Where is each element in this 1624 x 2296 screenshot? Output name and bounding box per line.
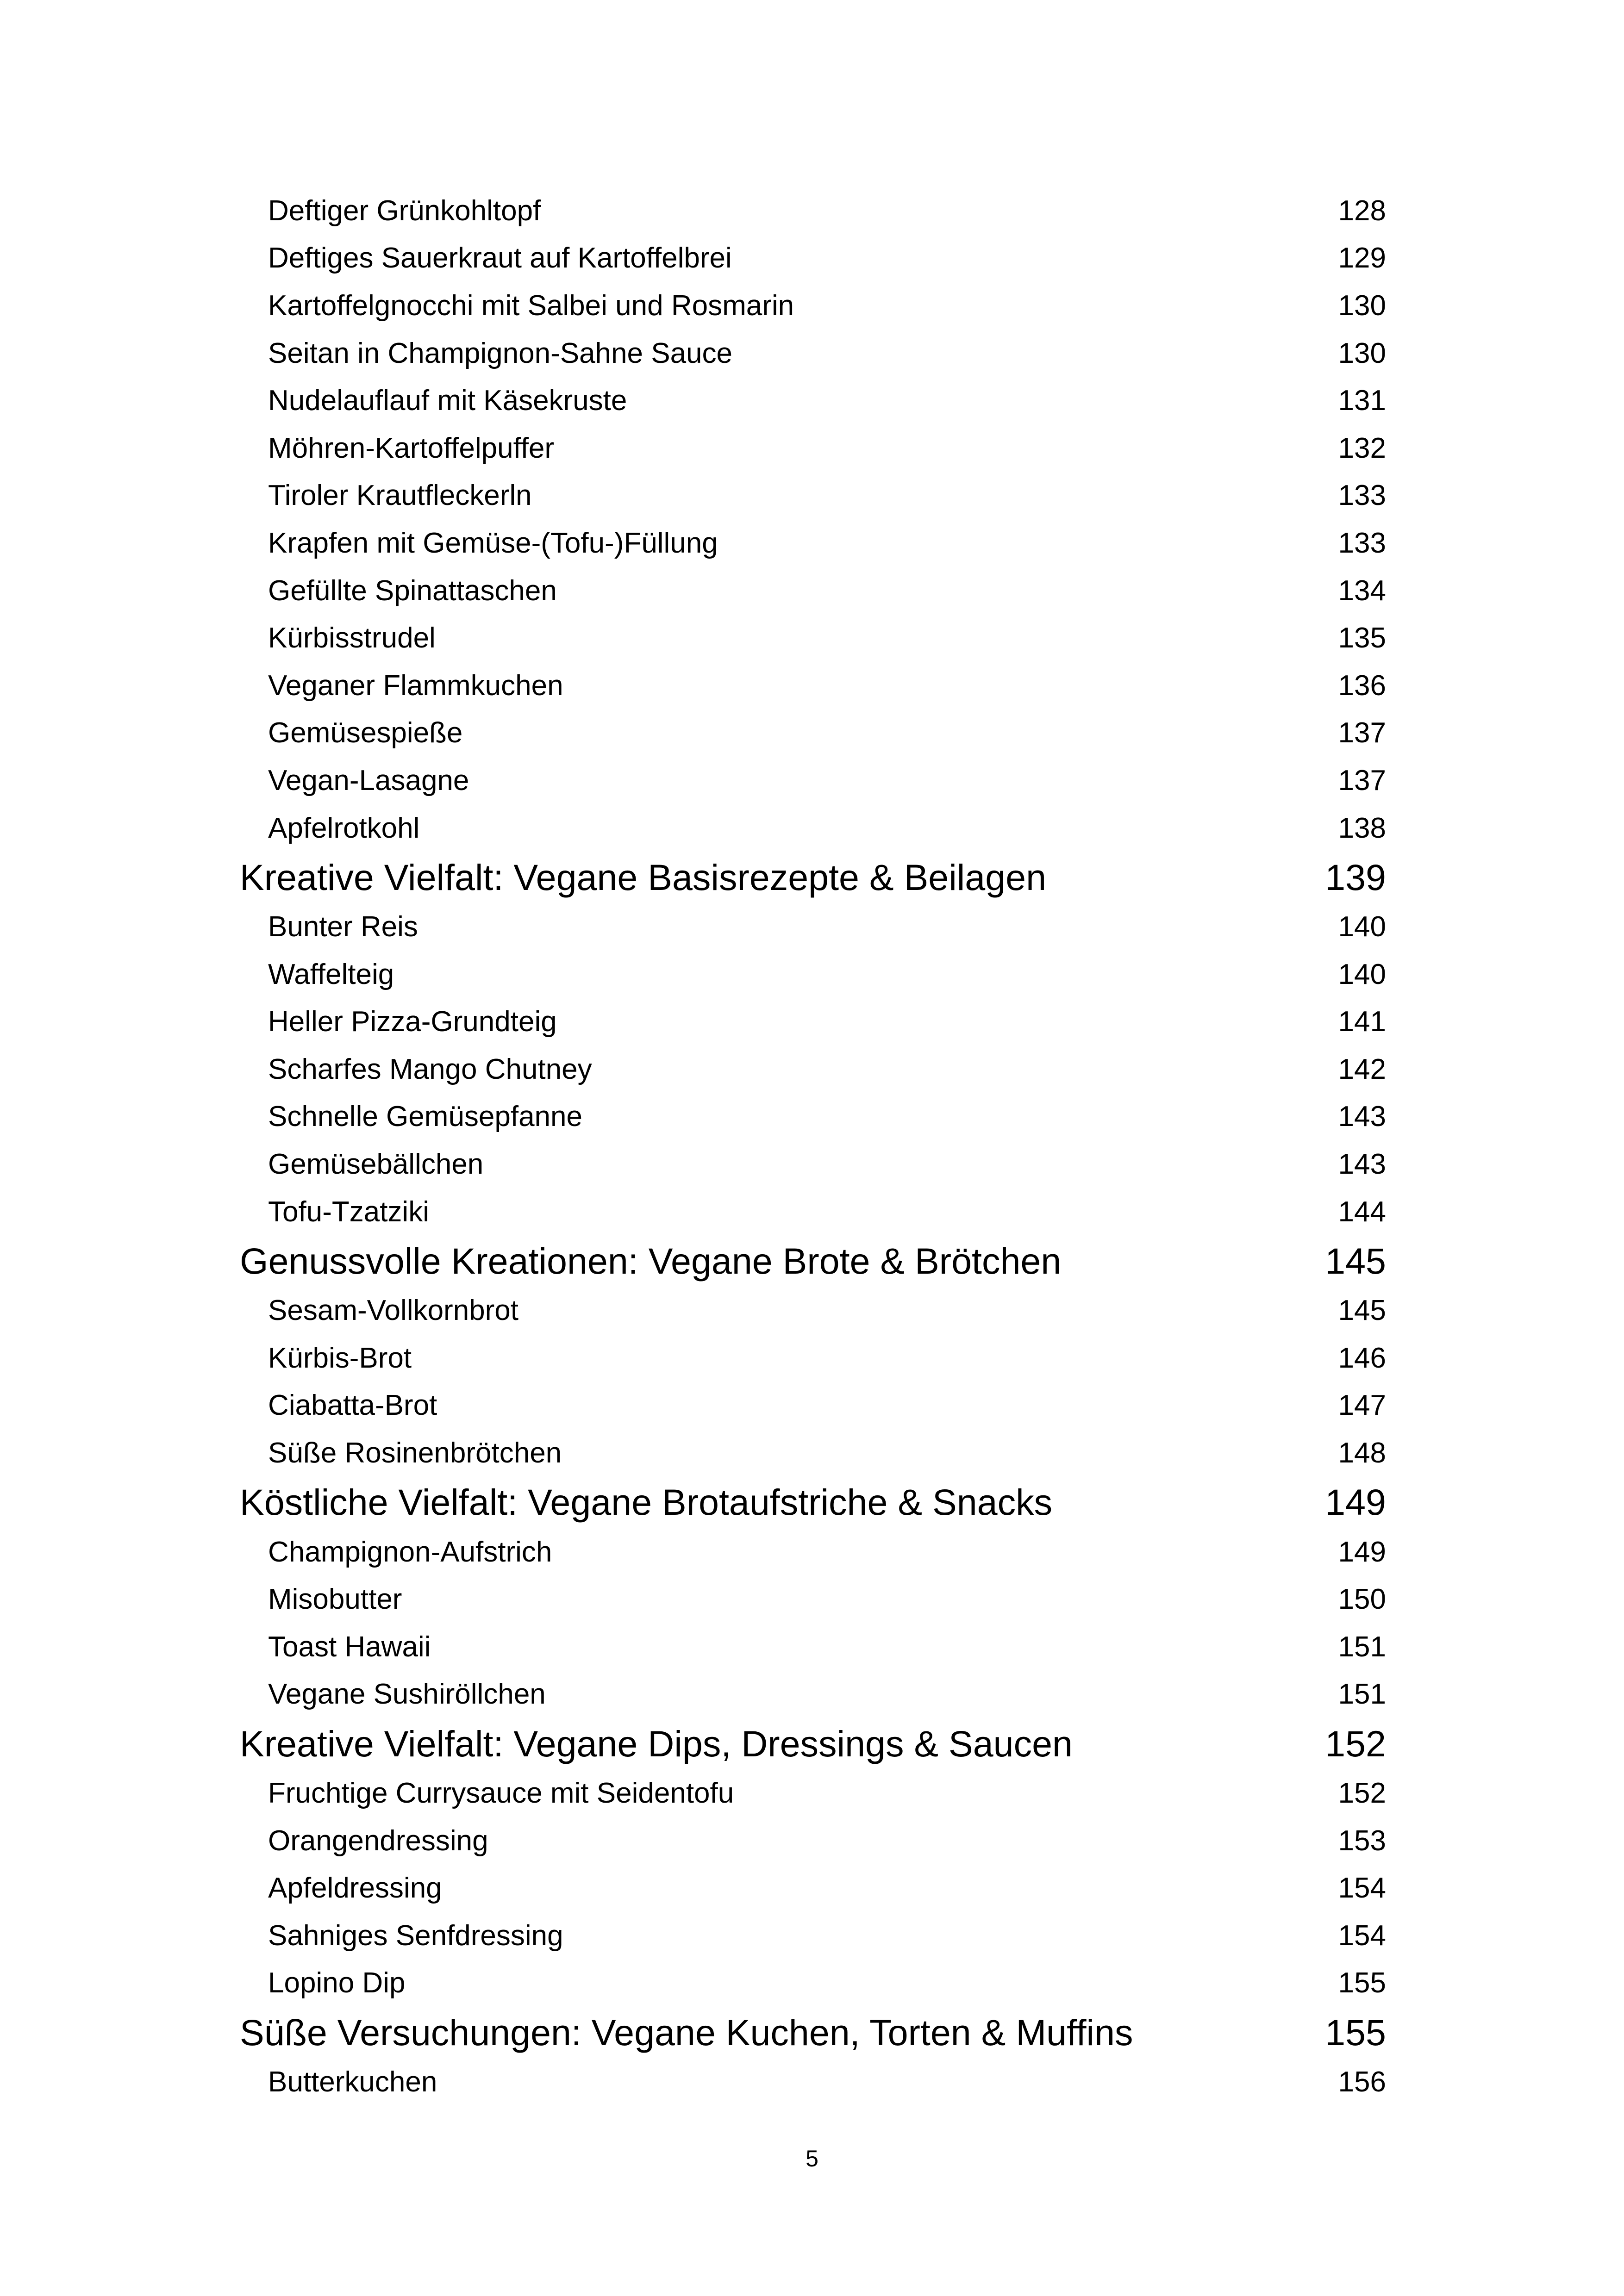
toc-recipe-entry[interactable] [0,282,1624,330]
toc-entry-title: Tofu-Tzatziki [268,1195,429,1228]
toc-recipe-entry[interactable] [0,1429,1624,1477]
toc-entry-title: Heller Pizza-Grundteig [268,1006,557,1038]
toc-entry-page-number: 155 [1325,2011,1386,2053]
toc-recipe-entry[interactable] [0,614,1624,662]
toc-entry-page-number: 151 [1338,1630,1386,1663]
toc-entry-title: Gemüsebällchen [268,1148,484,1181]
toc-entry-title: Süße Versuchungen: Vegane Kuchen, Torten & Muffins [240,2011,1133,2053]
toc-entry-title: Kreative Vielfalt: Vegane Dips, Dressings & Saucen [240,1723,1073,1764]
toc-chapter-entry[interactable] [0,852,1624,903]
toc-recipe-entry[interactable] [0,1575,1624,1623]
toc-recipe-entry[interactable] [0,377,1624,424]
toc-chapter-entry[interactable] [0,2007,1624,2058]
toc-entry-title: Krapfen mit Gemüse-(Tofu-)Füllung [268,527,718,559]
toc-entry-page-number: 154 [1338,1919,1386,1952]
toc-entry-title: Seitan in Champignon-Sahne Sauce [268,337,733,369]
toc-recipe-entry[interactable] [0,1093,1624,1141]
toc-entry-title: Lopino Dip [268,1967,406,1999]
toc-entry-page-number: 133 [1338,479,1386,512]
toc-recipe-entry[interactable] [0,1287,1624,1334]
toc-recipe-entry[interactable] [0,1045,1624,1093]
toc-recipe-entry[interactable] [0,330,1624,377]
toc-recipe-entry[interactable] [0,1769,1624,1817]
toc-entry-title: Sahniges Senfdressing [268,1919,563,1952]
toc-entry-title: Sesam-Vollkornbrot [268,1294,519,1327]
toc-entry-title: Kürbisstrudel [268,622,436,654]
toc-entry-title: Ciabatta-Brot [268,1389,437,1422]
toc-entry-page-number: 136 [1338,669,1386,702]
toc-recipe-entry[interactable] [0,1960,1624,2007]
toc-entry-title: Misobutter [268,1583,402,1616]
toc-entry-page-number: 131 [1338,385,1386,417]
toc-entry-page-number: 132 [1338,432,1386,464]
toc-entry-page-number: 150 [1338,1583,1386,1616]
toc-recipe-entry[interactable] [0,951,1624,998]
toc-entry-page-number: 151 [1338,1678,1386,1711]
toc-entry-title: Tiroler Krautfleckerln [268,479,532,512]
toc-entry-page-number: 130 [1338,289,1386,322]
page-number: 5 [806,2146,818,2172]
toc-recipe-entry[interactable] [0,472,1624,520]
toc-entry-page-number: 156 [1338,2066,1386,2098]
toc-recipe-entry[interactable] [0,1671,1624,1718]
toc-entry-page-number: 137 [1338,764,1386,796]
toc-entry-page-number: 137 [1338,717,1386,749]
toc-entry-page-number: 143 [1338,1101,1386,1133]
toc-entry-title: Nudelauflauf mit Käsekruste [268,385,627,417]
toc-entry-title: Möhren-Kartoffelpuffer [268,432,555,464]
toc-entry-page-number: 141 [1338,1006,1386,1038]
toc-entry-page-number: 130 [1338,337,1386,369]
toc-entry-page-number: 147 [1338,1389,1386,1422]
toc-entry-title: Vegane Sushiröllchen [268,1678,546,1711]
toc-recipe-entry[interactable] [0,2058,1624,2106]
toc-entry-title: Genussvolle Kreationen: Vegane Brote & Brötchen [240,1240,1062,1282]
table-of-contents [0,187,1624,2106]
toc-entry-page-number: 145 [1325,1240,1386,1282]
toc-recipe-entry[interactable] [0,235,1624,282]
toc-entry-page-number: 146 [1338,1342,1386,1374]
toc-entry-page-number: 140 [1338,958,1386,990]
toc-recipe-entry[interactable] [0,519,1624,567]
toc-recipe-entry[interactable] [0,424,1624,472]
toc-entry-page-number: 138 [1338,812,1386,844]
toc-entry-title: Deftiger Grünkohltopf [268,194,541,227]
toc-chapter-entry[interactable] [0,1477,1624,1528]
toc-entry-page-number: 153 [1338,1824,1386,1857]
toc-recipe-entry[interactable] [0,1623,1624,1671]
toc-entry-page-number: 129 [1338,242,1386,274]
toc-recipe-entry[interactable] [0,1817,1624,1865]
toc-recipe-entry[interactable] [0,187,1624,235]
toc-recipe-entry[interactable] [0,1528,1624,1576]
toc-entry-page-number: 155 [1338,1967,1386,1999]
toc-entry-title: Süße Rosinenbrötchen [268,1437,562,1469]
toc-recipe-entry[interactable] [0,1334,1624,1382]
toc-entry-page-number: 134 [1338,574,1386,607]
toc-recipe-entry[interactable] [0,1912,1624,1960]
toc-recipe-entry[interactable] [0,903,1624,951]
toc-entry-title: Fruchtige Currysauce mit Seidentofu [268,1777,734,1810]
toc-entry-title: Toast Hawaii [268,1630,431,1663]
toc-entry-title: Bunter Reis [268,911,418,943]
toc-entry-title: Gefüllte Spinattaschen [268,574,557,607]
toc-entry-title: Apfelrotkohl [268,812,420,844]
toc-chapter-entry[interactable] [0,1235,1624,1287]
toc-recipe-entry[interactable] [0,709,1624,757]
toc-recipe-entry[interactable] [0,998,1624,1046]
toc-entry-page-number: 154 [1338,1872,1386,1904]
toc-entry-page-number: 140 [1338,911,1386,943]
toc-entry-title: Veganer Flammkuchen [268,669,563,702]
toc-entry-page-number: 128 [1338,194,1386,227]
toc-entry-title: Gemüsespieße [268,717,463,749]
toc-recipe-entry[interactable] [0,1382,1624,1430]
toc-entry-title: Schnelle Gemüsepfanne [268,1101,583,1133]
toc-entry-title: Orangendressing [268,1824,488,1857]
toc-entry-title: Apfeldressing [268,1872,442,1904]
toc-entry-title: Kartoffelgnocchi mit Salbei und Rosmarin [268,289,794,322]
toc-entry-title: Kreative Vielfalt: Vegane Basisrezepte & Beilagen [240,856,1047,898]
toc-entry-title: Kürbis-Brot [268,1342,412,1374]
toc-entry-title: Köstliche Vielfalt: Vegane Brotaufstriche & Snacks [240,1481,1053,1523]
toc-entry-title: Deftiges Sauerkraut auf Kartoffelbrei [268,242,732,274]
toc-entry-title: Butterkuchen [268,2066,437,2098]
toc-entry-page-number: 152 [1338,1777,1386,1810]
toc-entry-title: Vegan-Lasagne [268,764,469,796]
toc-entry-page-number: 143 [1338,1148,1386,1181]
toc-entry-title: Scharfes Mango Chutney [268,1053,592,1085]
toc-recipe-entry[interactable] [0,1188,1624,1236]
toc-recipe-entry[interactable] [0,757,1624,804]
toc-entry-title: Champignon-Aufstrich [268,1536,552,1568]
toc-entry-page-number: 145 [1338,1294,1386,1327]
toc-entry-page-number: 139 [1325,856,1386,898]
toc-recipe-entry[interactable] [0,1864,1624,1912]
toc-entry-page-number: 135 [1338,622,1386,654]
toc-entry-page-number: 142 [1338,1053,1386,1085]
toc-recipe-entry[interactable] [0,567,1624,615]
toc-entry-page-number: 152 [1325,1723,1386,1764]
toc-entry-page-number: 133 [1338,527,1386,559]
toc-entry-title: Waffelteig [268,958,394,990]
toc-entry-page-number: 148 [1338,1437,1386,1469]
toc-entry-page-number: 144 [1338,1195,1386,1228]
toc-recipe-entry[interactable] [0,1140,1624,1188]
toc-entry-page-number: 149 [1338,1536,1386,1568]
toc-chapter-entry[interactable] [0,1718,1624,1769]
toc-entry-page-number: 149 [1325,1481,1386,1523]
toc-recipe-entry[interactable] [0,804,1624,852]
toc-recipe-entry[interactable] [0,662,1624,709]
